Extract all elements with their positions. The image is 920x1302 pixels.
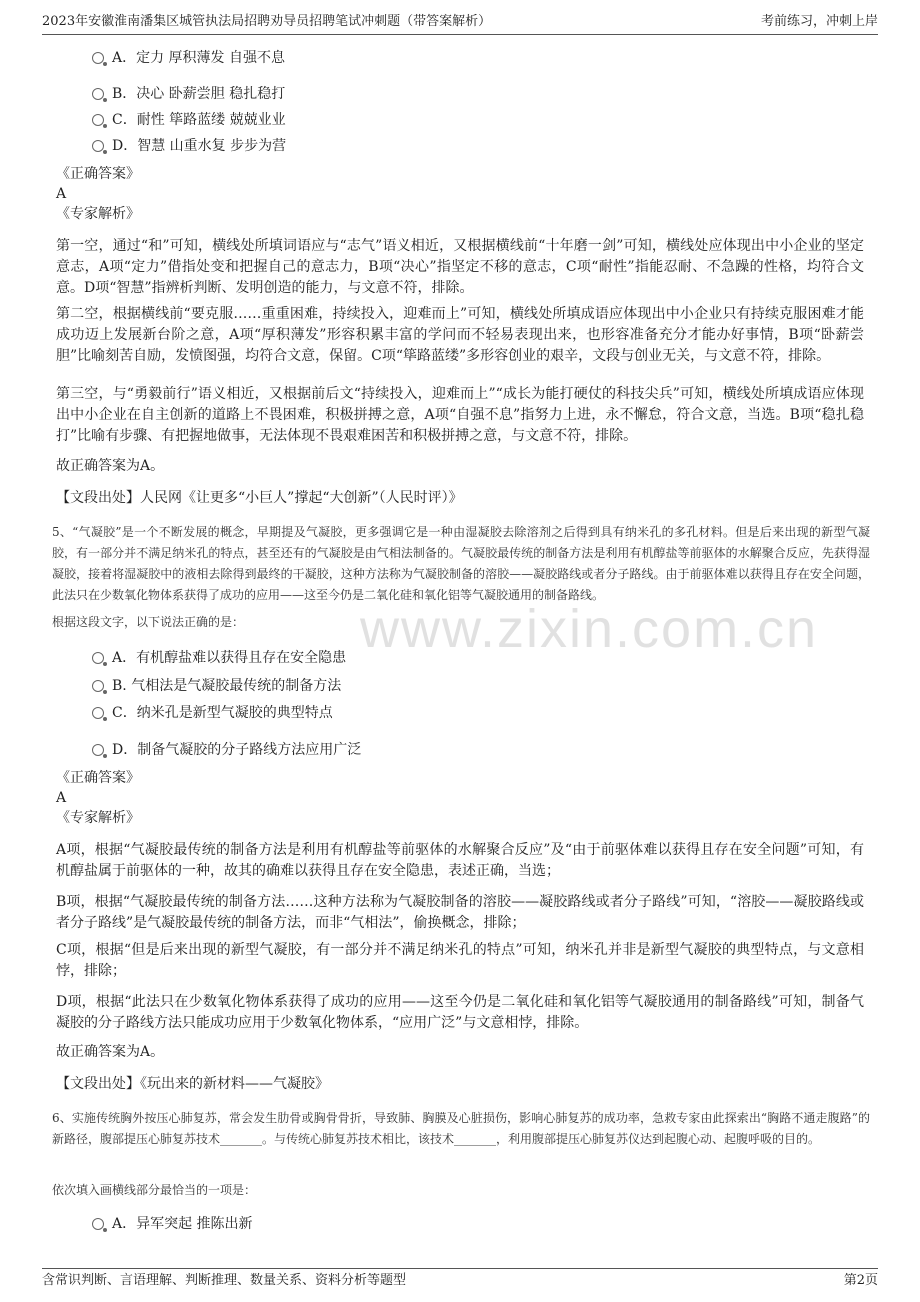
answer-label: 《正确答案》 (56, 770, 140, 786)
radio-icon[interactable] (92, 1218, 104, 1230)
analysis-paragraph: C项，根据“但是后来出现的新型气凝胶，有一部分并不满足纳米孔的特点”可知，纳米孔并非是新型气凝胶的典型特点，与文意相悖，排除； (56, 942, 864, 979)
radio-icon[interactable] (92, 744, 104, 756)
question-stem: 5、“气凝胶”是一个不断发展的概念，早期提及气凝胶，更多强调它是一种由湿凝胶去除溶剂之后得到具有纳米孔的多孔材料。但是后来出现的新型气凝胶，有一部分并不满足纳米孔的特点，甚至还有的气凝胶是由气相法制备的。气凝胶最传统的制备方法是利用有机醇盐等前驱体的水解聚合反应，先获得湿凝胶，接着将湿凝胶中的液相去除得到最终的干凝胶，这种方法称为气凝胶制备的溶胶——凝胶路线或者分子路线。由于前驱体难以获得且存在安全问题，此法只在少数氧化物体系获得了成功的应用——这至今仍是二氧化硅和氧化铝等气凝胶通用的制备路线。 (52, 525, 870, 602)
source-citation: 【文段出处】人民网《让更多“小巨人”撑起“大创新”（人民时评）》 (56, 490, 463, 506)
option-label: A．异军突起 推陈出新 (112, 1216, 253, 1232)
page-footer (42, 1268, 878, 1293)
analysis-paragraph: A项，根据“气凝胶最传统的制备方法是利用有机醇盐等前驱体的水解聚合反应”及“由于前驱体难以获得且存在安全问题”可知，有机醇盐属于前驱体的一种，故其的确难以获得且存在安全隐患，表述正确，当选； (56, 842, 864, 879)
q4-option-c[interactable] (92, 110, 286, 130)
analysis-paragraph: 第一空，通过“和”可知，横线处所填词语应与“志气”语义相近，又根据横线前“十年磨一剑”可知，横线处应体现出中小企业的坚定意志，A项“定力”借指处变和把握自己的意志力，B项“决心”指坚定不移的意志，C项“耐性”指能忍耐、不急躁的性格，均符合文意。D项“智慧”指辨析判断、发明创造的能力，与文意不符，排除。 (56, 238, 864, 296)
option-label: C．纳米孔是新型气凝胶的典型特点 (112, 705, 333, 721)
answer-conclusion: 故正确答案为A。 (56, 1044, 165, 1060)
analysis-paragraph: 第三空，与“勇毅前行”语义相近，又根据前后文“持续投入，迎难而上”“成长为能打硬仗的科技尖兵”可知，横线处所填成语应体现出中小企业在自主创新的道路上不畏困难，积极拼搏之意，A项“自强不息”指努力上进，永不懈怠，符合文意，当选。B项“稳扎稳打”比喻有步骤、有把握地做事，无法体现不畏艰难困苦和积极拼搏之意，与文意不符，排除。 (56, 386, 864, 444)
analysis-label: 《专家解析》 (56, 206, 140, 222)
watermark: www.zixin.com.cn (360, 599, 819, 659)
option-label: C．耐性 筚路蓝缕 兢兢业业 (112, 112, 286, 128)
option-label: D．制备气凝胶的分子路线方法应用广泛 (112, 742, 362, 758)
source-citation: 【文段出处】《玩出来的新材料——气凝胶》 (56, 1076, 329, 1092)
radio-icon[interactable] (92, 114, 104, 126)
question-stem: 6、实施传统胸外按压心肺复苏，常会发生肋骨或胸骨骨折，导致肺、胸膜及心脏损伤，影响心肺复苏的成功率，急救专家由此探索出“胸路不通走腹路”的新路径，腹部提压心肺复苏技术_______。与传统心肺复苏技术相比，该技术_______，利用腹部提压心肺复苏仪达到起腹心动、起腹呼吸的目的。 (52, 1111, 870, 1146)
answer-conclusion: 故正确答案为A。 (56, 458, 165, 474)
radio-icon[interactable] (92, 52, 104, 64)
analysis-paragraph: 第二空，根据横线前“要克服……重重困难，持续投入，迎难而上”可知，横线处所填成语应体现出中小企业只有持续克服困难才能成功迈上发展新台阶之意，A项“厚积薄发”形容积累丰富的学问而不轻易表现出来，也形容准备充分才能办好事情，B项“卧薪尝胆”比喻刻苦自励，发愤图强，均符合文意，保留。C项“筚路蓝缕”多形容创业的艰辛，文段与创业无关，与文意不符，排除。 (56, 306, 864, 364)
radio-icon[interactable] (92, 707, 104, 719)
page-number: 第2页 (843, 1273, 878, 1288)
question-prompt: 依次填入画横线部分最恰当的一项是： (52, 1183, 257, 1197)
option-label: B. 气相法是气凝胶最传统的制备方法 (112, 678, 342, 694)
analysis-paragraph: B项，根据“气凝胶最传统的制备方法……这种方法称为气凝胶制备的溶胶——凝胶路线或者分子路线”可知，“溶胶——凝胶路线或者分子路线”是气凝胶最传统的制备方法，而非“气相法”，偷换概念，排除； (56, 894, 864, 931)
q5-option-d[interactable] (92, 740, 361, 760)
answer-label: 《正确答案》 (56, 166, 140, 182)
option-label: A．有机醇盐难以获得且存在安全隐患 (112, 650, 347, 666)
answer-value: A (56, 790, 67, 806)
page-header (42, 10, 878, 35)
option-label: A．定力 厚积薄发 自强不息 (112, 50, 286, 66)
q4-option-d[interactable] (92, 136, 286, 156)
q5-option-a[interactable] (92, 648, 346, 668)
option-label: D．智慧 山重水复 步步为营 (112, 138, 287, 154)
q5-option-b[interactable] (92, 676, 341, 696)
q5-option-c[interactable] (92, 703, 333, 723)
radio-icon[interactable] (92, 140, 104, 152)
radio-icon[interactable] (92, 652, 104, 664)
q6-option-a[interactable] (92, 1214, 253, 1234)
footer-topics: 含常识判断、言语理解、判断推理、数量关系、资料分析等题型 (42, 1273, 407, 1288)
header-slogan: 考前练习，冲刺上岸 (760, 14, 878, 29)
radio-icon[interactable] (92, 88, 104, 100)
question-prompt: 根据这段文字，以下说法正确的是： (52, 615, 245, 629)
document-title: 2023年安徽淮南潘集区城管执法局招聘劝导员招聘笔试冲刺题（带答案解析） (42, 14, 492, 29)
q4-option-a[interactable] (92, 48, 285, 68)
option-label: B．决心 卧薪尝胆 稳扎稳打 (112, 86, 286, 102)
q4-option-b[interactable] (92, 84, 285, 104)
analysis-paragraph: D项，根据“此法只在少数氧化物体系获得了成功的应用——这至今仍是二氧化硅和氧化铝等气凝胶通用的制备路线”可知，制备气凝胶的分子路线方法只能成功应用于少数氧化物体系，“应用广泛”与文意相悖，排除。 (56, 994, 864, 1031)
answer-value: A (56, 186, 67, 202)
radio-icon[interactable] (92, 680, 104, 692)
analysis-label: 《专家解析》 (56, 810, 140, 826)
